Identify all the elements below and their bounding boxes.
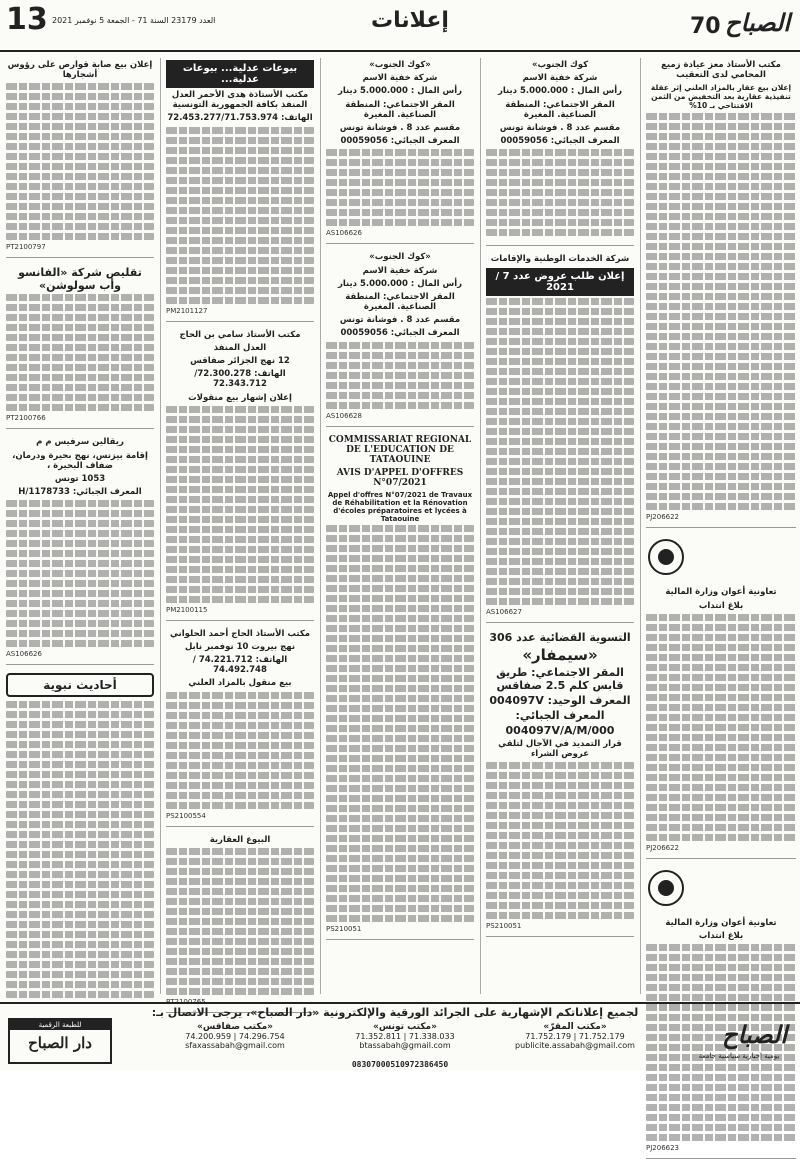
ad-line: Appel d'offres N°07/2021 de Travaux de Réhabilitation et la Rénovation d'écoles préparatoires et lycées à Tataouine [327,490,473,523]
logo-text: الصباح [725,8,790,37]
ad-line: إقامة بيزنس، نهج بحيرة ودرمان، ضفاف البحيرة ، [12,450,148,471]
office-phone: الهاتف: 72.300.278/ 72.343.712 [194,369,286,390]
ad-code: PM2100115 [166,605,208,614]
section-title: إعلانات [371,8,449,33]
ad-line: المعرف الجبائي: 1178733/H [18,487,142,498]
ad-citrus-sale [6,60,154,258]
ad-settlement [486,631,634,937]
ad-code: PT2100766 [6,414,46,423]
ad-title: ريقالين سرفيس م م [36,437,124,448]
ad-title: تعاونية أعوان وزارة المالية [665,587,777,598]
digital-name: دار الصباح [28,1034,92,1052]
ad-subtitle: إعلان بيع عقار بالمزاد العلني إثر عقلة تنفيذية عقارية بعد التخفيض من الثمن الافتتاحي بـ 10% [650,83,792,111]
ad-line: شركة خفية الاسم [522,73,598,84]
office-role: العدل المنفذ [213,342,267,353]
svg-text:70: 70 [690,14,721,39]
ad-auction [646,60,796,528]
ad-code: PJ206622 [646,513,680,522]
ad-code: PJ206623 [646,1144,680,1153]
ad-line: المعرف الوحيد: 004097V [489,693,631,707]
column-5 [2,58,158,994]
ad-code: AS106628 [326,411,362,420]
page-header [0,0,800,52]
ad-line: المعرف الجبائي: 00059056 [340,328,460,339]
ad-line: المقر الاجتماعي: طريق قابس كلم 2.5 صفاقس [496,665,624,692]
ad-tender [486,254,634,622]
ad-title: مكتب الأستاذ معز عيادة زميع المحامي لدى التعقيب [661,60,781,81]
ad-title: «كوك الجنوب» [369,252,431,263]
ad-regaline [6,437,154,665]
ad-line: 1053 تونس [54,473,106,484]
ad-line: مقسم عدد 8 . فوشانة تونس [499,122,621,133]
ad-kouk-1 [486,60,634,246]
ad-line: رأس المال : 5.000.000 دينار [497,86,623,97]
column-3 [322,58,478,994]
footer-logo-text: الصباح [722,1020,787,1049]
office-name: مكتب الأستاذ الحاج أحمد الحلواني [169,628,311,639]
ad-code: PT2100797 [6,243,46,252]
ad-code: AS106626 [326,229,362,238]
ad-line: المقر الاجتماعي: المنطقة الصناعية. المغيرة [345,291,455,313]
ad-title: التسوية القضائية عدد 306 [489,630,631,644]
ad-title: COMMISSARIAT REGIONAL DE L'EDUCATION DE TATAOUINE [328,434,472,465]
ad-code: AS106626 [6,650,42,659]
ad-subtitle: البيوع العقارية [209,834,271,845]
ad-line: المعرف الجبائي: 00059056 [500,136,620,147]
ad-kouk-2 [326,60,474,244]
ad-line: رأس المال : 5.000.000 دينار [337,86,463,97]
ad-title: كوك الجنوب» [531,60,589,70]
office-phone: الهاتف: 72.453.277/71.753.974 [167,113,313,124]
ad-subtitle: بلاغ انتداب [698,600,744,611]
office-address: نهج بيروت 10 نوفمبر نابل [184,641,296,652]
ad-subtitle: إعلان إشهار بيع منقولات [188,392,292,403]
ad-french-tender [326,435,474,940]
ad-line: مقسم عدد 8 . فوشانة تونس [339,315,461,326]
ad-subtitle: بلاغ انتداب [698,930,744,941]
ad-subtitle: AVIS D'APPEL D'OFFRES N°07/2021 [336,467,464,488]
digital-label: للطبعة الرقمية [10,1020,110,1030]
company-name: «سيمفار» [522,645,598,664]
newspaper-logo [682,3,792,39]
ad-subtitle: بيع منقول بالمزاد العلني [188,678,292,689]
column-4 [162,58,318,1006]
ad-recruitment-1 [646,536,796,858]
office-email: btassabah@gmail.com [359,1041,451,1050]
office-title: «مكتب المقرّ» [543,1022,607,1032]
ad-line: رأس المال : 5.000.000 دينار [337,278,463,289]
emblem-icon [646,536,796,578]
section-banner: بيوعات عدلية... بيوعات عدلية... [166,60,314,88]
ad-code: PJ206622 [646,843,680,852]
office-tunis [330,1022,480,1050]
column-2 [482,58,638,994]
ad-line: شركة خفية الاسم [362,73,438,84]
footer-barcode-number: 08307000510972386450 [351,1060,449,1069]
office-email: sfaxassabah@gmail.com [185,1041,285,1050]
office-name: مكتب الأستاذ سامي بن الحاج [179,329,301,340]
office-phone: 71.338.033 | 71.352.811 [355,1032,455,1041]
ad-title: تعاونية أعوان وزارة المالية [665,917,777,928]
tagline: يومية إخبارية سياسية جامعة [698,1052,780,1060]
hadith-text [6,701,154,998]
ad-kouk-3 [326,252,474,426]
ad-line: شركة خفية الاسم [362,265,438,276]
ad-code: PM2101127 [166,306,208,315]
contact-banner: لجميع إعلاناتكم الإشهارية على الجرائد الورقية والإلكترونية «دار الصباح»، يرجى الاتصال بـ: [151,1006,639,1019]
emblem-icon [646,867,796,909]
office-phone: 74.296.754 | 74.200.959 [185,1032,285,1041]
ad-line: المعرف الجبائي: 00059056 [340,136,460,147]
hadith-section-title: أحاديث نبوية [6,673,154,697]
ad-code: AS106627 [486,607,522,616]
page-number: 13 [6,2,48,37]
ad-title: شركة الخدمات الوطنية والإقامات [490,254,630,265]
ad-line: 004097V/A/M/000 [505,723,615,737]
ad-code: PT2100765 [166,997,206,1006]
ad-line: المقر الاجتماعي: المنطقة الصناعية. المغيرة [345,99,455,120]
office-sfax [160,1022,310,1050]
ad-line: مقسم عدد 8 . فوشانة تونس [339,122,461,133]
ad-judicial-sales [166,60,314,322]
ad-bailiff-2 [166,330,314,621]
office-phone: 71.752.179 | 71.752.179 [525,1032,625,1041]
ad-title: «كوك الجنوب» [369,60,431,70]
ad-title: تقليص شركة «الفانسو وأب سولوشن» [18,266,142,293]
issue-line: العدد 23179 السنة 71 - الجمعة 5 نوفمبر 2021 [52,16,216,25]
ad-capital-reduction [6,266,154,429]
page-footer [0,1002,800,1072]
office-hq [500,1022,650,1050]
ad-bailiff-3 [166,629,314,827]
office-email: publicite.assabah@gmail.com [515,1041,635,1050]
ad-code: PS210051 [326,924,362,933]
ad-line: المقر الاجتماعي: المنطقة الصناعية. المغيرة [505,99,615,120]
ad-title: إعلان بيع صابة قوارص على رؤوس أشجارها [7,60,153,81]
office-phone: الهاتف: 74.221.712 / 74.492.748 [192,655,288,676]
digital-edition-box[interactable] [8,1018,112,1064]
ad-line: قرار التمديد في الآجال لتلقي عروض الشراء [498,738,622,759]
ad-real-estate [166,835,314,1013]
office-name: مكتب الأستاذة هدى الأحمر العدل المنفذ بكافة الجمهورية التونسية [171,90,309,111]
office-title: «مكتب تونس» [373,1022,437,1032]
ad-subtitle: إعلان طلب عروض عدد 7 / 2021 [486,268,634,296]
footer-logo [682,1016,792,1050]
office-address: 12 نهج الجزائر صفاقس [190,355,290,366]
ad-line: المعرف الجبائي: [515,708,605,722]
ad-code: PS210051 [486,921,522,930]
office-title: «مكتب صفاقس» [197,1022,273,1032]
ad-code: PS2100554 [166,811,206,820]
